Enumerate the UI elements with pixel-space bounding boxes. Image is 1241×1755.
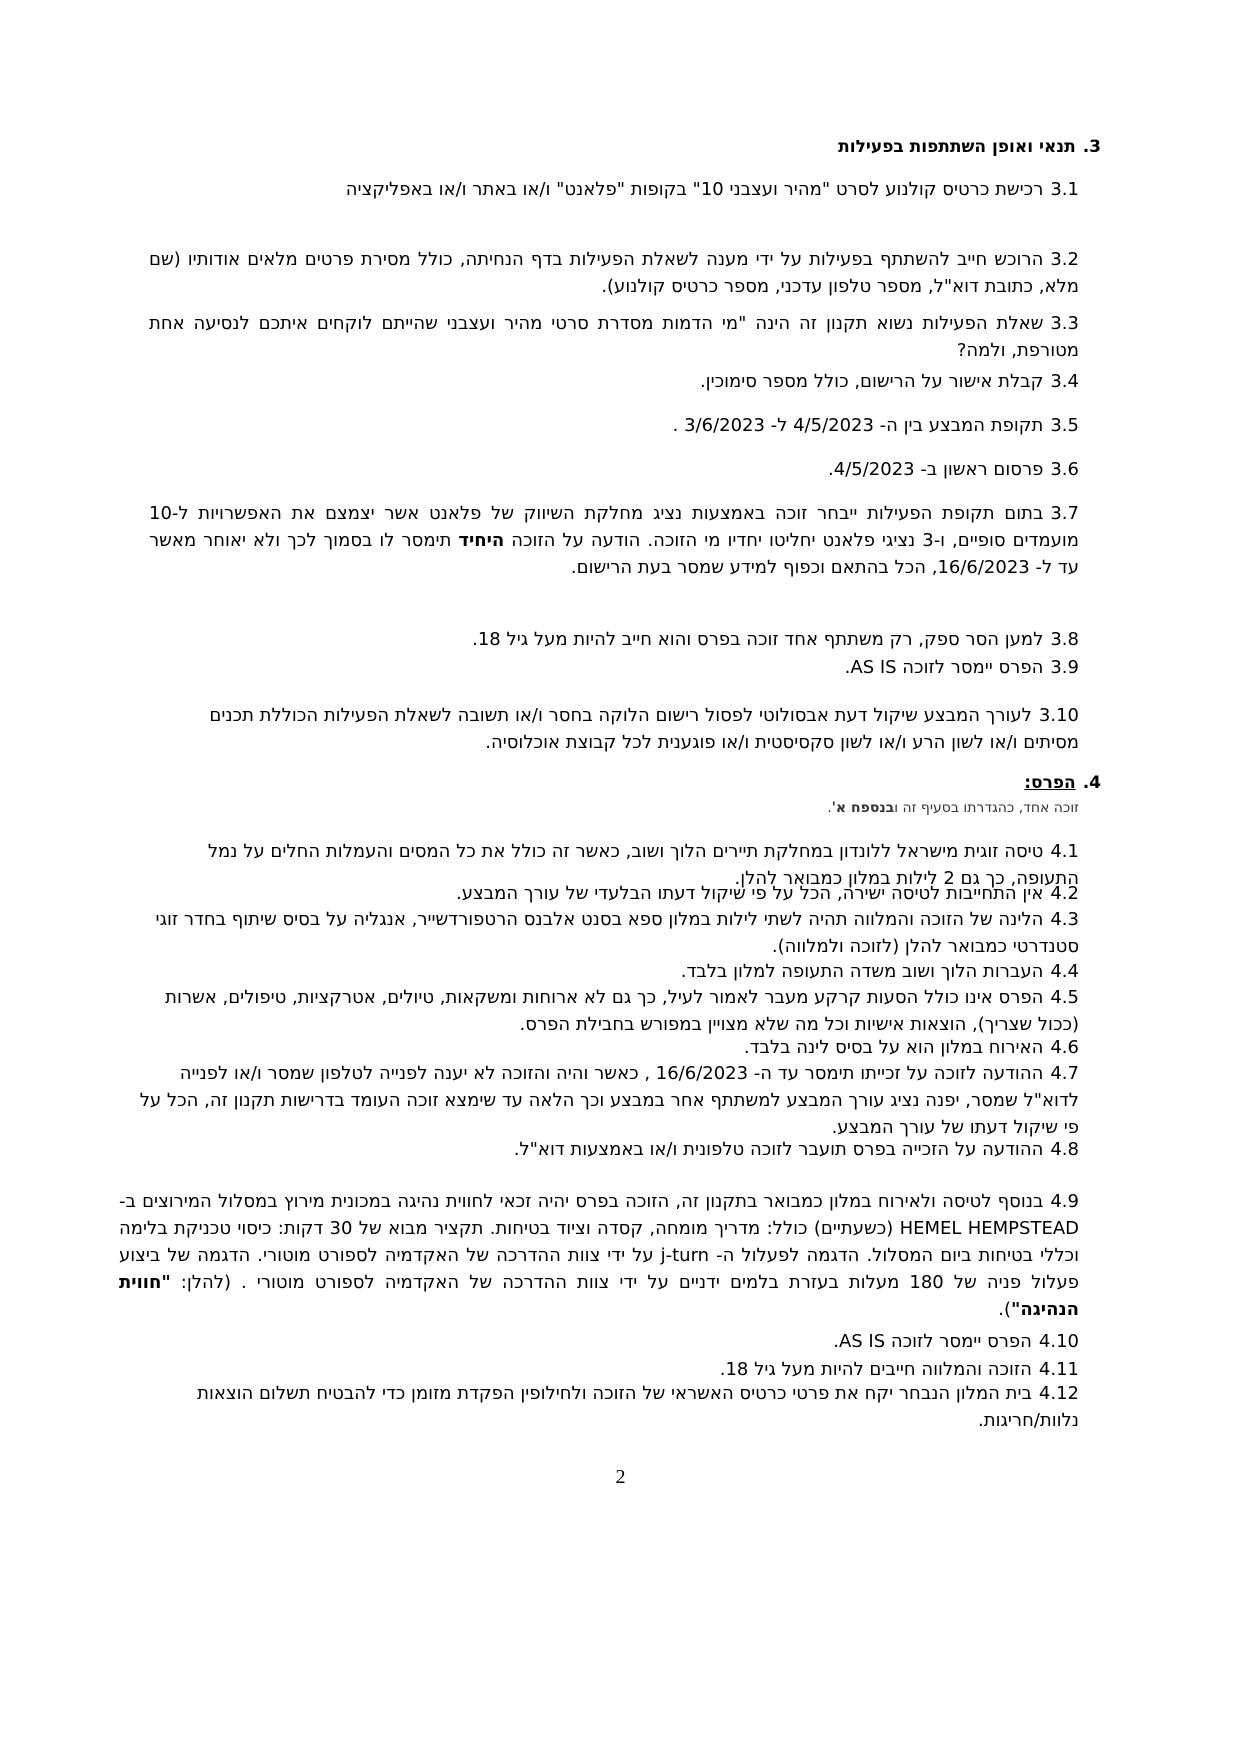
clause-3-2: 3.2הרוכש חייב להשתתף בפעילות על ידי מענה לשאלת הפעילות בדף הנחיתה, כולל מסירת פרטים מלאים אודותיו (שם מלא, כתובת דוא"ל, מספר טלפון עדכני, מספר כרטיס קולנוע). bbox=[149, 249, 1079, 297]
clause-4-1: 4.1טיסה זוגית מישראל ללונדון במחלקת תיירים הלוך ושוב, כאשר זה כולל את כל המסים והעמלות החלים על נמל התעופה, כך גם 2 לילות במלון כמבואר להלן. bbox=[207, 841, 1079, 889]
section-4-subtitle: זוכה אחד, כהגדרתו בסעיף זה ובנספח א'. bbox=[827, 800, 1079, 816]
section-number: .4 bbox=[1082, 773, 1101, 793]
clause-3-3: 3.3שאלת הפעילות נשוא תקנון זה הינה "מי הדמות מסדרת סרטי מהיר ועצבני שהייתם לוקחים איתכם לנסיעה אחת מטורפת, ולמה? bbox=[149, 313, 1079, 361]
clause-4-7: 4.7ההודעה לזוכה על זכייתו תימסר עד ה- 16/6/2023 , כאשר והיה והזוכה לא יענה לפנייה לטלפון שמסר ו/או לפנייה לדוא"ל שמסר, יפנה נציג עורך המבצע למשתתף אחר במבצע וכך הלאה עד שימצא זוכה העומד בדרישות תקנון זה, הכל על פי שיקול דעתו של עורך המבצע. bbox=[139, 1063, 1079, 1138]
clause-4-10: 4.10הפרס יימסר לזוכה AS IS. bbox=[833, 1331, 1079, 1352]
section-title: תנאי ואופן השתתפות בפעילות bbox=[838, 137, 1076, 157]
section-3-heading bbox=[201, 134, 1101, 161]
clause-4-2: 4.2אין התחייבות לטיסה ישירה, הכל על פי שיקול דעתו הבלעדי של עורך המבצע. bbox=[456, 883, 1079, 904]
clause-3-10: 3.10לעורך המבצע שיקול דעת אבסולוטי לפסול רישום הלוקה בחסר ו/או תשובה לשאלת הפעילות הכוללת תכנים מסיתים ו/או לשון הרע ו/או לשון סקסיסטית ו/או פוגענית לכל קבוצת אוכלוסיה. bbox=[209, 705, 1079, 753]
page-number: 2 bbox=[615, 1466, 626, 1488]
clause-4-6: 4.6האירוח במלון הוא על בסיס לינה בלבד. bbox=[743, 1037, 1079, 1058]
section-4-heading bbox=[201, 770, 1101, 797]
clause-3-4: 3.4קבלת אישור על הרישום, כולל מספר סימוכין. bbox=[699, 371, 1079, 392]
section-number: .3 bbox=[1082, 137, 1101, 157]
clause-3-9: 3.9הפרס יימסר לזוכה AS IS. bbox=[844, 657, 1079, 678]
clause-4-5: 4.5הפרס אינו כולל הסעות קרקע מעבר לאמור לעיל, כך גם לא ארוחות ומשקאות, טיולים, אטרקציות, טיפולים, אשרות (ככול שצריך), הוצאות אישיות וכל מה שלא מצויין במפורש בחבילת הפרס. bbox=[165, 987, 1079, 1035]
clause-3-6: 3.6פרסום ראשון ב- 4/5/2023. bbox=[828, 459, 1079, 480]
clause-3-1: 3.1רכישת כרטיס קולנוע לסרט "מהיר ועצבני 10" בקופות "פלאנט" ו/או באתר ו/או באפליקציה bbox=[345, 179, 1079, 200]
section-title: הפרס: bbox=[1024, 773, 1076, 793]
clause-4-8: 4.8ההודעה על הזכייה בפרס תועבר לזוכה טלפונית ו/או באמצעות דוא"ל. bbox=[513, 1139, 1079, 1160]
clause-4-9: 4.9בנוסף לטיסה ולאירוח במלון כמבואר בתקנון זה, הזוכה בפרס יהיה זכאי לחווית נהיגה במכונית מירוץ במסלול המירוצים ב- HEMEL HEMPSTEAD (כשעתיים) כולל: מדריך מומחה, קסדה וציוד בטיחות. תקציר מבוא של 30 דקות: כיסוי טכניקת בלימה וכללי בטיחות ביום המסלול. הדגמה לפעלול ה- j-turn על ידי צוות ההדרכה של האקדמיה לספורט מוטורי. הדגמה של ביצוע פעלול פניה של 180 מעלות בעזרת בלמים ידניים על ידי צוות ההדרכה של האקדמיה לספורט מוטורי . (להלן: "חווית הנהיגה"). bbox=[119, 1191, 1080, 1320]
clause-3-8: 3.8למען הסר ספק, רק משתתף אחד זוכה בפרס והוא חייב להיות מעל גיל 18. bbox=[472, 629, 1079, 650]
clause-4-11: 4.11הזוכה והמלווה חייבים להיות מעל גיל 18. bbox=[719, 1359, 1079, 1380]
clause-4-4: 4.4העברות הלוך ושוב משדה התעופה למלון בלבד. bbox=[680, 961, 1079, 982]
clause-4-12: 4.12בית המלון הנבחר יקח את פרטי כרטיס האשראי של הזוכה ולחילופין הפקדת מזומן כדי להבטיח תשלום הוצאות נלוות/חריגות. bbox=[197, 1383, 1079, 1431]
clause-3-7: 3.7בתום תקופת הפעילות ייבחר זוכה באמצעות נציג מחלקת השיווק של פלאנט אשר יצמצם את האפשרויות ל-10 מועמדים סופיים, ו-3 נציגי פלאנט יחליטו יחדיו מי הזוכה. הודעה על הזוכה היחיד תימסר לו בסמוך לכך ולא יאוחר מאשר עד ל- 16/6/2023, הכל בהתאם וכפוף למידע שמסר בעת הרישום. bbox=[149, 503, 1079, 578]
clause-4-3: 4.3הלינה של הזוכה והמלווה תהיה לשתי לילות במלון ספא בסנט אלבנס הרטפורדשייר, אנגליה על בסיס שיתוף בחדר זוגי סטנדרטי כמבואר להלן (לזוכה ולמלווה). bbox=[155, 909, 1079, 957]
clause-3-5: 3.5תקופת המבצע בין ה- 4/5/2023 ל- 3/6/2023 . bbox=[672, 415, 1079, 436]
